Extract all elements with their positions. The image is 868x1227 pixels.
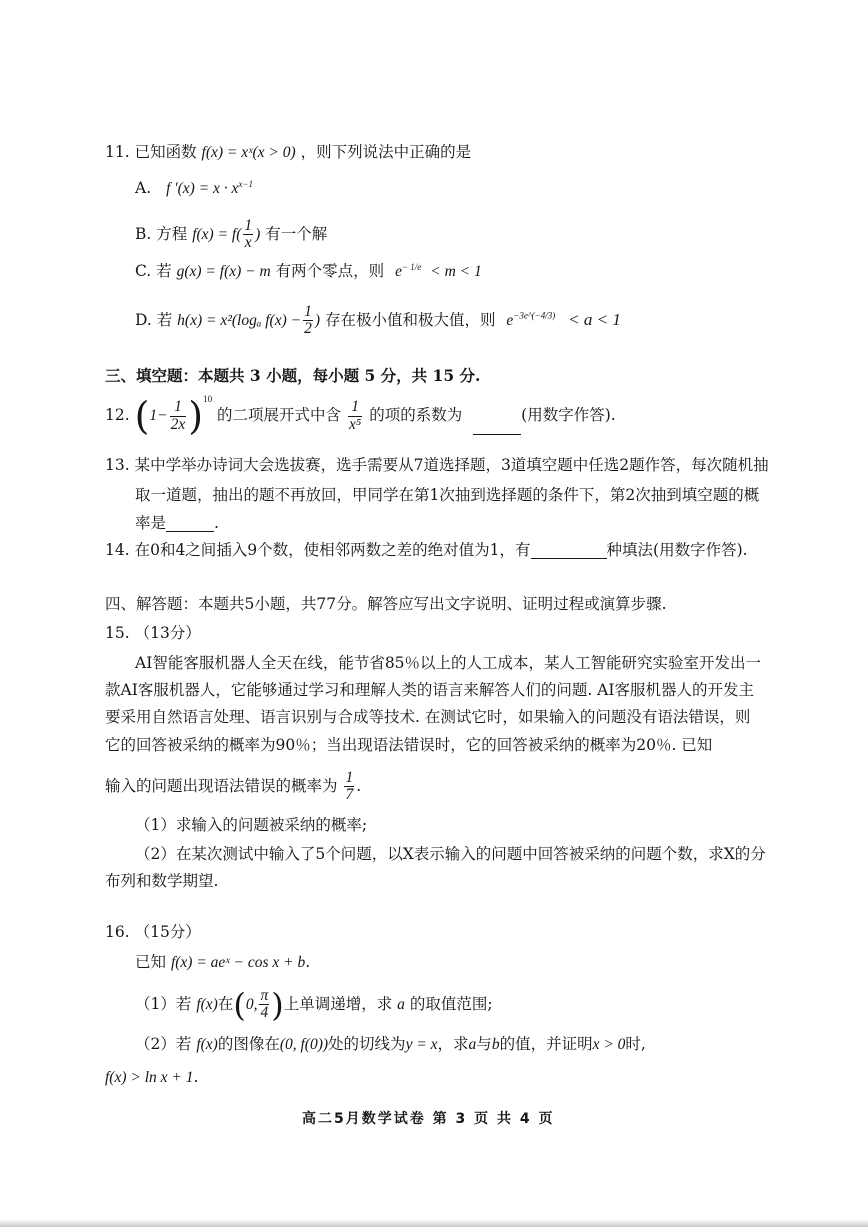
option-a-exponent: x−1: [238, 179, 254, 189]
q15-sub2: （2）在某次测试中输入了5个问题，以X表示输入的问题中回答被采纳的问题个数，求X的分: [135, 845, 766, 863]
option-b-math-left: f(x) = f(: [192, 225, 242, 243]
q16-sub1-prefix: （1）若: [135, 994, 192, 1013]
option-c-cond-exp: − 1/e: [401, 262, 422, 272]
option-b-suffix: 有一个解: [265, 224, 328, 243]
q12-power: 10: [203, 394, 213, 404]
option-b-label: B. 方程: [135, 224, 188, 243]
q12-frac-den: 2x: [170, 415, 186, 433]
q15-fraction: [344, 770, 354, 804]
q16-sub1-a: a: [397, 995, 405, 1013]
q15-p5: [105, 770, 361, 804]
q12-frac-num: 1: [170, 399, 187, 416]
q15-frac-num: 1: [345, 769, 354, 786]
q14-prefix: 14. 在0和4之间插入9个数，使相邻两数之差的绝对值为1，有: [105, 541, 531, 559]
scan-bottom-edge: [0, 1219, 868, 1227]
q14-answer-blank[interactable]: [531, 546, 607, 559]
option-c-mid: 有两个零点，则: [275, 262, 385, 281]
q16-sub2-fx: f(x): [196, 1036, 218, 1053]
q16-interval-den: 4: [260, 1004, 269, 1022]
option-c-cond-base: e: [395, 263, 402, 281]
option-d-math: h(x) = x²(logₐ f(x) −: [177, 311, 302, 329]
q11-option-c: [135, 263, 482, 280]
q12-text3: (用数字作答).: [521, 406, 616, 424]
q16-sub2: [135, 1037, 646, 1053]
q16-sub2-mid2: 处的切线为: [328, 1035, 406, 1053]
option-d-cond-base: e: [506, 311, 514, 329]
option-d-mid: 存在极小值和极大值，则: [324, 310, 496, 329]
q15-frac-den: 7: [345, 786, 354, 804]
q16-sub1-in: 在: [217, 994, 234, 1013]
q15-p5-suffix: .: [356, 776, 362, 795]
option-d-cond-exp: −3e^(−4/3): [513, 310, 556, 321]
q15-header: 15. （13分）: [105, 624, 201, 642]
q16-sub1-suffix: 上单调递增，求: [283, 994, 393, 1013]
q12-text1: 的二项展开式中含: [217, 406, 342, 424]
option-d-frac-num: 1: [304, 303, 312, 320]
q16-sub2-b: b: [491, 1036, 500, 1053]
q16-interval-right-paren: ): [271, 985, 284, 1024]
q13-line1: 13. 某中学举办诗词大会选拔赛，选手需要从7道选择题，3道填空题中任选2题作答，每次随机抽: [105, 456, 769, 474]
q15-p1: AI智能客服机器人全天在线，能节省85％以上的人工成本，某人工智能研究实验室开发出一: [135, 654, 762, 672]
q16-given-prefix: 已知: [135, 953, 167, 971]
option-a-label: A.: [135, 179, 152, 198]
q16-interval-fraction: [259, 988, 269, 1022]
q16-sub2-end: 时,: [625, 1035, 646, 1053]
q12-one-minus: 1−: [149, 407, 168, 424]
q14-suffix: 种填法(用数字作答).: [606, 541, 748, 559]
q13-line2: 取一道题，抽出的题不再放回，甲同学在第1次抽到选择题的条件下，第2次抽到填空题的概: [135, 486, 760, 504]
q16-sub2-mid3: ，求: [437, 1035, 469, 1053]
q16-sub2-a: a: [468, 1036, 477, 1053]
q16-inequality-end: .: [193, 1068, 199, 1086]
q12-number: 12.: [105, 406, 130, 424]
q14: [105, 543, 748, 559]
q16-given: [135, 955, 310, 971]
q11-option-b: [135, 218, 327, 252]
q11-stem-math: f(x) = xˣ(x > 0): [201, 144, 296, 161]
option-b-math-right: ): [255, 225, 261, 243]
q16-sub2-and: 与: [476, 1035, 492, 1053]
page-footer: 高二5月数学试卷 第 3 页 共 4 页: [302, 1111, 555, 1127]
q16-sub1: [135, 985, 493, 1024]
option-d-cond-rest: < a < 1: [568, 309, 621, 329]
q12-fraction2: [348, 399, 362, 433]
q16-inequality: [105, 1070, 198, 1086]
q15-p3: 要采用自然语言处理、语言识别与合成等技术. 在测试它时，如果输入的问题没有语法错误，则: [105, 708, 751, 726]
q16-given-suffix: .: [305, 953, 311, 971]
q16-interval-num: π: [260, 987, 269, 1004]
q16-interval-left: 0,: [245, 995, 258, 1013]
q12-text2: 的项的系数为: [369, 406, 463, 424]
option-b-frac-num: 1: [244, 217, 253, 234]
q16-sub2-mid4: 的值，并证明: [499, 1035, 593, 1053]
q16-header: 16. （15分）: [105, 923, 201, 941]
q16-interval-left-paren: (: [233, 985, 246, 1024]
q16-inequality-math: f(x) > ln x + 1: [105, 1069, 194, 1086]
q15-sub2-cont: 布列和数学期望.: [105, 872, 219, 890]
option-d-label: D. 若: [135, 310, 173, 329]
q16-sub2-point: (0, f(0)): [279, 1036, 329, 1053]
q15-p2: 款AI客服机器人，它能够通过学习和理解人类的语言来解答人们的问题. AI客服机器人的开发主: [105, 681, 754, 699]
section4-heading: 四、解答题：本题共5小题，共77分。解答应写出文字说明、证明过程或演算步骤.: [105, 595, 667, 613]
q16-sub1-fx: f(x): [196, 995, 218, 1013]
q12-right-paren: ): [188, 394, 204, 438]
q12-answer-blank[interactable]: [473, 422, 521, 435]
q12-frac2-num: 1: [348, 399, 362, 416]
option-d-close: ): [314, 311, 321, 329]
q12: [105, 394, 616, 438]
q13-answer-blank[interactable]: [166, 519, 214, 532]
option-c-math: g(x) = f(x) − m: [176, 263, 271, 281]
q13-line3-suffix: .: [214, 514, 219, 532]
q11-stem: [105, 145, 471, 161]
q11-option-d: [135, 304, 621, 338]
q13-line3: [135, 516, 219, 532]
q15-sub1: （1）求输入的问题被采纳的概率;: [135, 816, 368, 834]
q11-option-a: [135, 180, 253, 197]
q12-frac2-den: x⁵: [349, 415, 362, 433]
q15-p5-prefix: 输入的问题出现语法错误的概率为: [105, 776, 338, 795]
option-c-cond-rest: < m < 1: [430, 263, 482, 281]
q16-sub2-line: y = x: [405, 1036, 438, 1053]
option-d-frac-den: 2: [304, 320, 312, 338]
q12-left-paren: (: [134, 394, 150, 438]
q16-sub2-mid: 的图像在: [217, 1035, 280, 1053]
option-b-fraction: [243, 218, 253, 252]
q12-fraction: [170, 399, 187, 433]
q16-sub2-prefix: （2）若: [135, 1035, 192, 1053]
option-d-fraction: [303, 304, 313, 338]
option-c-label: C. 若: [135, 262, 172, 281]
q11-stem-suffix: ，则下列说法中正确的是: [300, 143, 472, 161]
section3-heading: 三、填空题：本题共 3 小题，每小题 5 分，共 15 分.: [105, 366, 481, 385]
q13-line3-prefix: 率是: [135, 514, 167, 532]
q11-stem-prefix: 11. 已知函数: [105, 143, 197, 161]
q16-sub1-end: 的取值范围;: [409, 994, 493, 1013]
q16-sub2-cond: x > 0: [592, 1036, 626, 1053]
q16-given-math: f(x) = aeˣ − cos x + b: [170, 954, 306, 971]
option-a-math: f ′(x) = x · x: [166, 180, 239, 198]
q15-p4: 它的回答被采纳的概率为90％；当出现语法错误时，它的回答被采纳的概率为20％. 已知: [105, 736, 713, 754]
option-b-frac-den: x: [244, 234, 252, 252]
